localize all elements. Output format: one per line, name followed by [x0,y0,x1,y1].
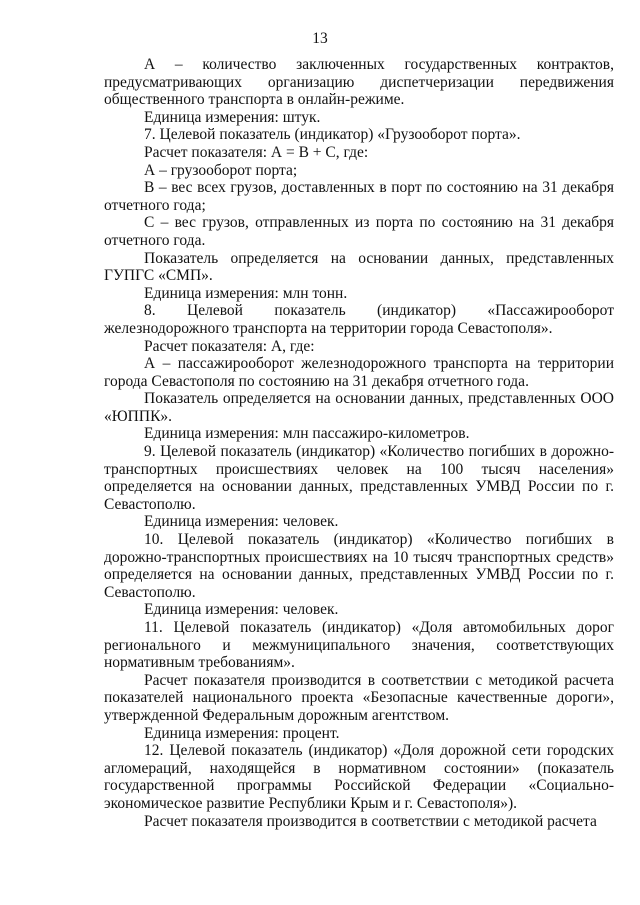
page-number: 13 [312,30,328,47]
paragraph: Расчет показателя: А, где: [144,337,315,355]
paragraph: А – количество заключенных государственных контрактов, предусматривающих организацию диспетчеризации передвижения общественного транспорта в онлайн-режиме. [104,56,614,109]
paragraph: Единица измерения: штук. [144,108,321,126]
paragraph: 8. Целевой показатель (индикатор) «Пассажирооборот железнодорожного транспорта на территории города Севастополя». [104,302,614,337]
paragraph: Единица измерения: процент. [144,724,340,742]
paragraph: 11. Целевой показатель (индикатор) «Доля автомобильных дорог регионального и межмуниципального значения, соответствующих нормативным требованиям». [104,619,614,672]
paragraph: Единица измерения: человек. [144,601,339,619]
document-body [104,56,614,830]
paragraph: Расчет показателя: А = В + С, где: [144,143,369,161]
paragraph: С – вес грузов, отправленных из порта по состоянию на 31 декабря отчетного года. [104,214,614,249]
paragraph: А – грузооборот порта; [144,161,298,179]
paragraph: Расчет показателя производится в соответствии с методикой расчета показателей национального проекта «Безопасные качественные дороги», утвержденной Федеральным дорожным агентством. [104,671,614,724]
paragraph: Показатель определяется на основании данных, представленных ООО «ЮППК». [104,390,614,425]
paragraph: 10. Целевой показатель (индикатор) «Количество погибших в дорожно-транспортных происшествиях на 10 тысяч транспортных средств» определяется на основании данных, представленных УМВД России по г. Севастополю. [104,531,614,601]
paragraph: Показатель определяется на основании данных, представленных ГУПГС «СМП». [104,249,614,285]
paragraph: Единица измерения: млн пассажиро-километров. [144,425,470,443]
paragraph: 7. Целевой показатель (индикатор) «Грузооборот порта». [144,126,521,144]
paragraph: Расчет показателя производится в соответствии с методикой расчета [144,812,597,830]
paragraph: 9. Целевой показатель (индикатор) «Количество погибших в дорожно-транспортных происшествиях человек на 100 тысяч населения» определяется на основании данных, представленных УМВД России по г. Севастополю. [104,443,614,513]
paragraph: В – вес всех грузов, доставленных в порт по состоянию на 31 декабря отчетного года; [104,179,614,214]
paragraph: 12. Целевой показатель (индикатор) «Доля дорожной сети городских агломераций, находящейся в нормативном состоянии» (показатель государственной программы Российской Федерации «Социально-экономическое развитие Республики Крым и г. Севастополя»). [104,742,614,812]
paragraph: Единица измерения: человек. [144,513,339,531]
paragraph: Единица измерения: млн тонн. [144,284,348,302]
paragraph: А – пассажирооборот железнодорожного транспорта на территории города Севастополя по состоянию на 31 декабря отчетного года. [104,355,614,390]
